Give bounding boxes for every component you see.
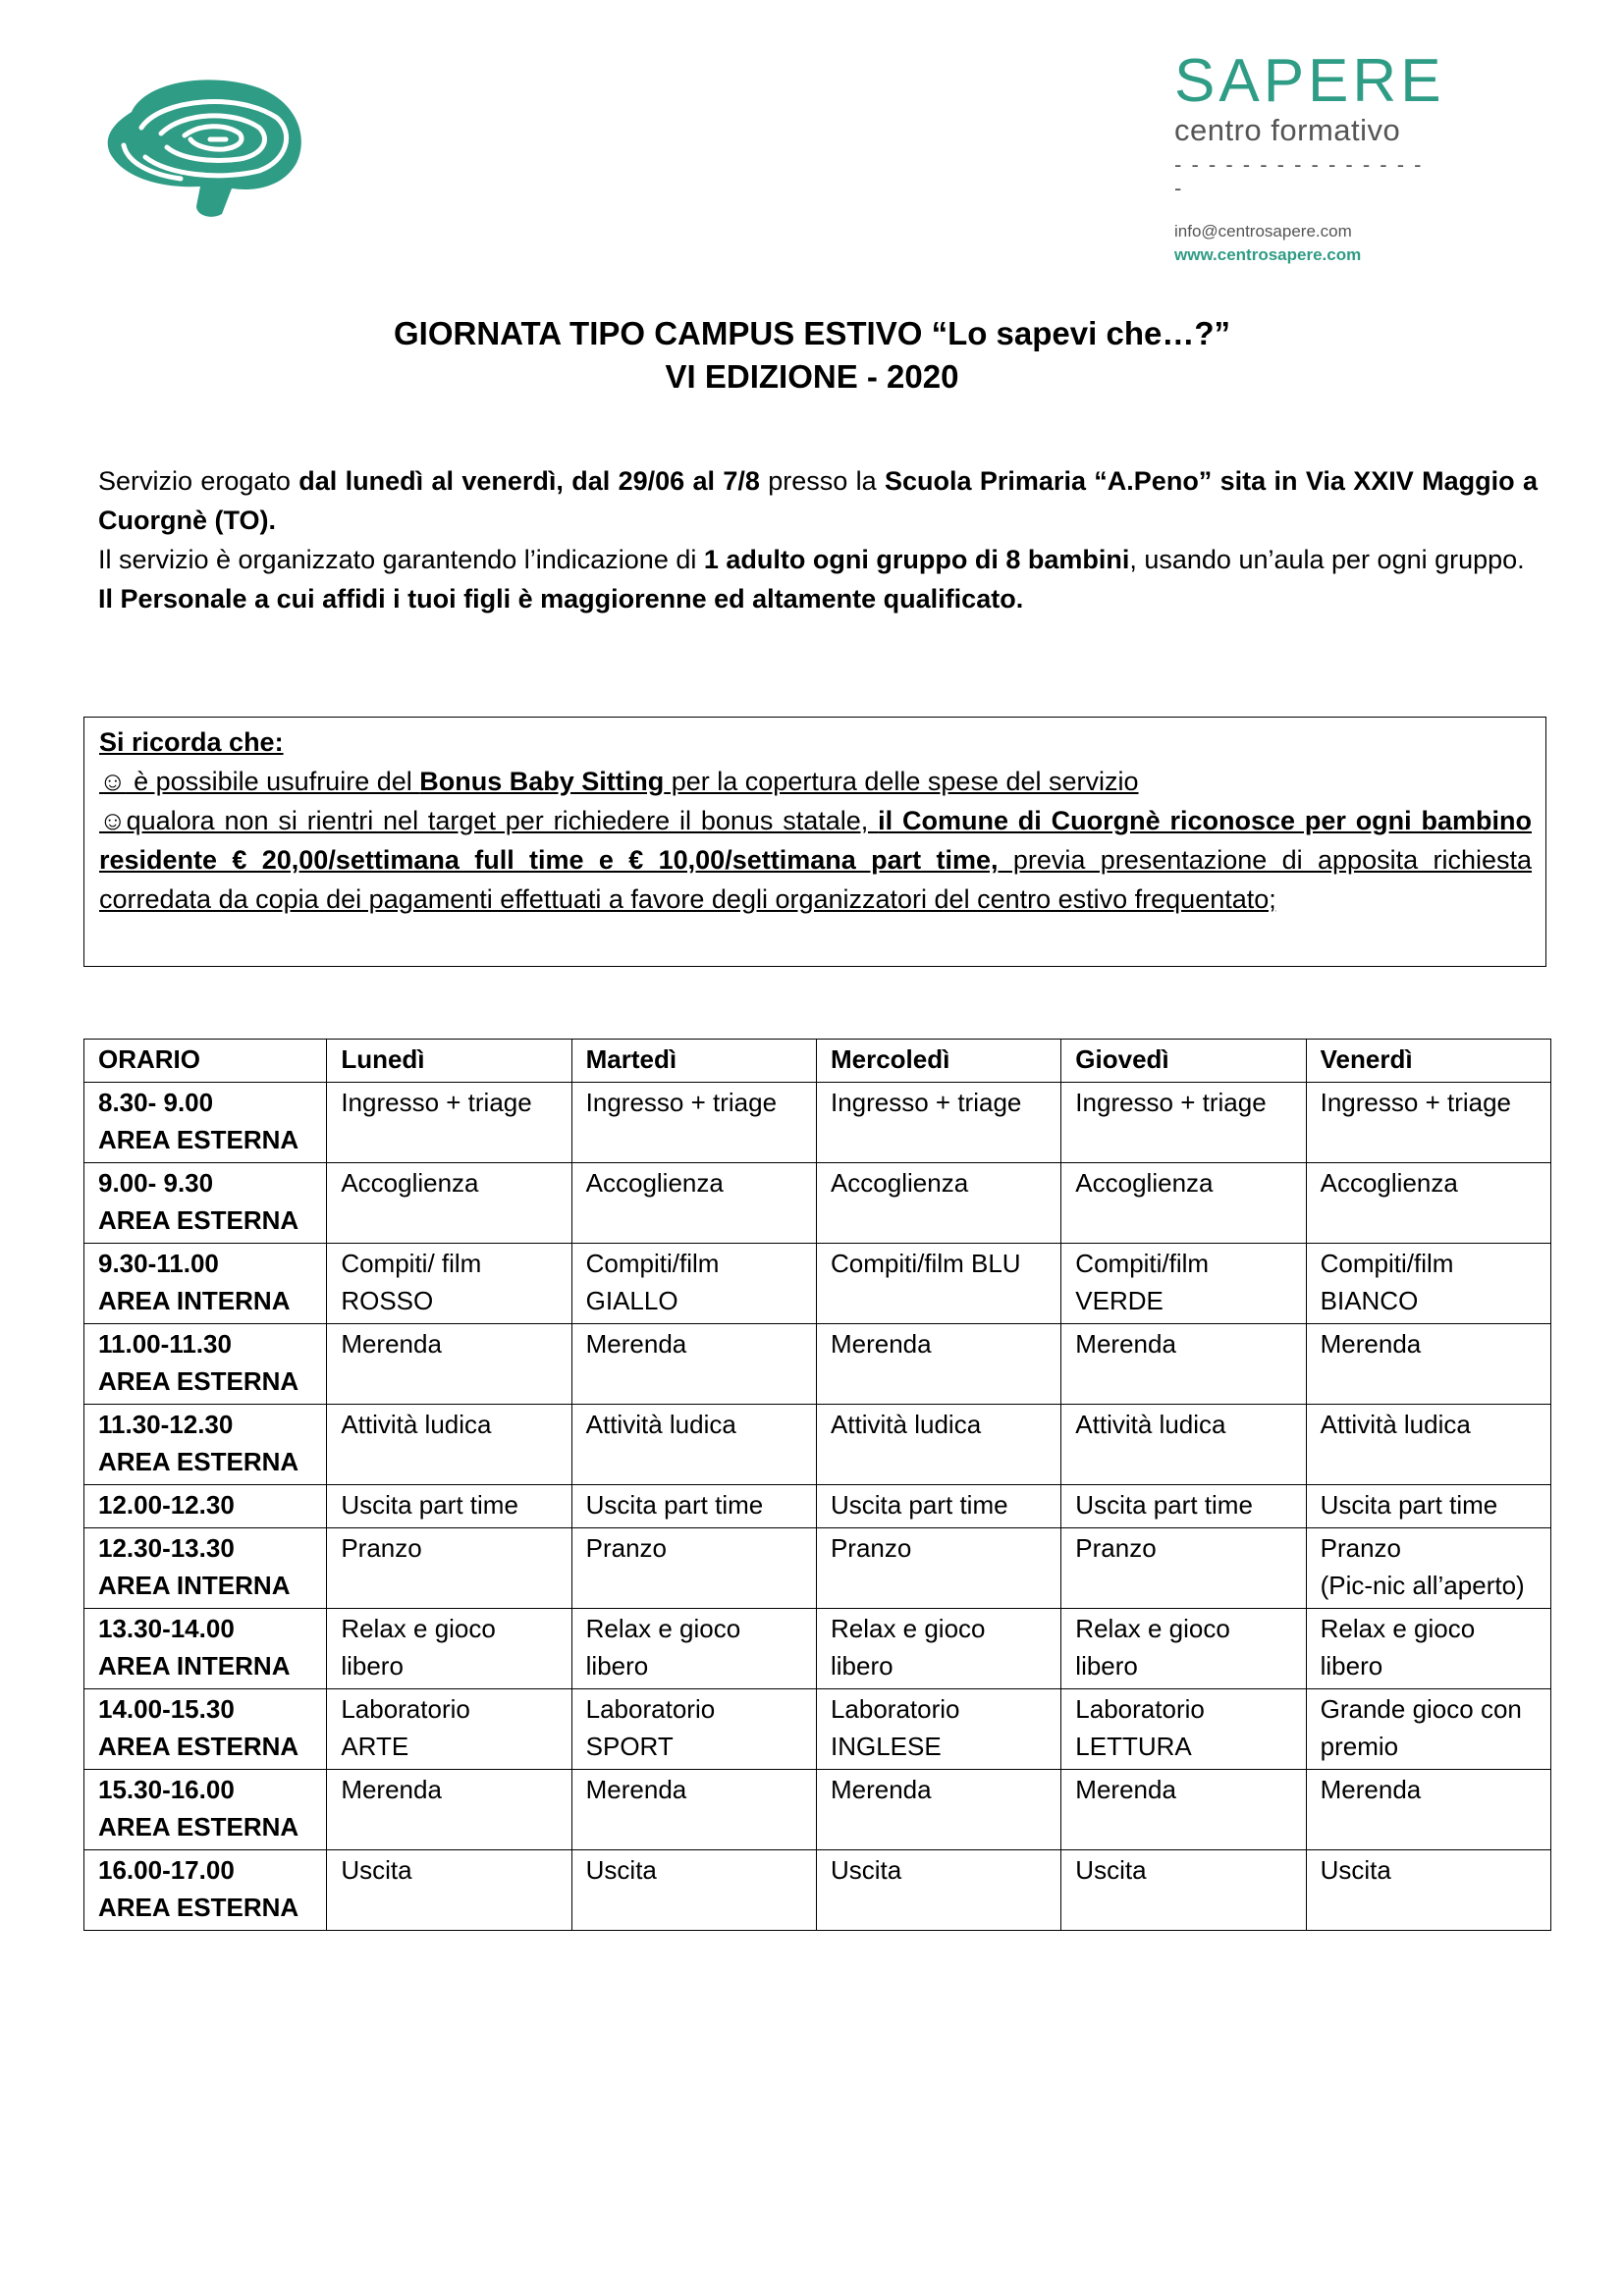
area-label: AREA ESTERNA	[98, 1366, 299, 1396]
header-cell-time: ORARIO	[84, 1040, 327, 1083]
activity-cell	[1306, 1244, 1550, 1324]
reminder-text: previa presentazione di apposita richiesta corredata da copia dei pagamenti effettuati a favore degli organizzatori del centro estivo frequentato;	[99, 845, 1532, 914]
time-cell	[84, 1528, 327, 1609]
activity-line: Relax e gioco	[341, 1614, 496, 1643]
activity-cell	[1061, 1083, 1306, 1163]
page-title	[0, 312, 1624, 399]
table-row	[84, 1689, 1551, 1770]
activity-line: Accoglienza	[585, 1168, 724, 1198]
time-range: 11.00-11.30	[98, 1329, 232, 1359]
activity-line: Merenda	[585, 1329, 687, 1359]
activity-cell	[1306, 1163, 1550, 1244]
activity-cell	[327, 1324, 571, 1405]
area-label: AREA ESTERNA	[98, 1732, 299, 1761]
activity-cell	[571, 1689, 816, 1770]
activity-cell	[327, 1689, 571, 1770]
reminder-box	[83, 717, 1546, 967]
activity-line: Attività ludica	[585, 1410, 736, 1439]
activity-line: Laboratorio	[1075, 1694, 1205, 1724]
table-row	[84, 1528, 1551, 1609]
brand-name: SAPERE	[1174, 47, 1445, 115]
activity-line: Uscita	[341, 1855, 412, 1885]
activity-line: Accoglienza	[341, 1168, 479, 1198]
activity-cell	[816, 1324, 1060, 1405]
activity-line: Uscita part time	[830, 1490, 1008, 1520]
activity-cell	[1061, 1770, 1306, 1850]
activity-line: Laboratorio	[585, 1694, 716, 1724]
activity-cell	[1061, 1324, 1306, 1405]
reminder-contribution: il Comune di Cuorgnè riconosce per ogni bambino residente € 20,00/settimana full time e € 10,00/settimana part time,	[99, 806, 1532, 875]
time-range: 15.30-16.00	[98, 1775, 235, 1804]
time-range: 12.30-13.30	[98, 1533, 235, 1563]
area-label: AREA INTERNA	[98, 1651, 291, 1681]
activity-cell	[816, 1485, 1060, 1528]
activity-line: Merenda	[341, 1775, 442, 1804]
activity-line: Uscita	[830, 1855, 902, 1885]
activity-line: Compiti/film BLU	[830, 1249, 1021, 1278]
activity-line: Uscita part time	[585, 1490, 764, 1520]
table-row	[84, 1405, 1551, 1485]
activity-line: Ingresso + triage	[341, 1088, 532, 1117]
intro-service-paragraph	[98, 461, 1538, 540]
activity-cell	[1306, 1528, 1550, 1609]
activity-line: INGLESE	[830, 1732, 942, 1761]
activity-line: Merenda	[1320, 1329, 1422, 1359]
activity-cell	[571, 1485, 816, 1528]
activity-cell	[816, 1609, 1060, 1689]
activity-line: libero	[585, 1651, 649, 1681]
activity-line: libero	[830, 1651, 893, 1681]
activity-line: Attività ludica	[1075, 1410, 1226, 1439]
activity-cell	[327, 1405, 571, 1485]
activity-cell	[571, 1244, 816, 1324]
activity-cell	[571, 1528, 816, 1609]
area-label: AREA ESTERNA	[98, 1447, 299, 1476]
header-cell-friday: Venerdì	[1306, 1040, 1550, 1083]
activity-cell	[327, 1528, 571, 1609]
activity-cell	[1061, 1528, 1306, 1609]
activity-cell	[327, 1609, 571, 1689]
header-cell-thursday: Giovedì	[1061, 1040, 1306, 1083]
activity-line: GIALLO	[585, 1286, 678, 1315]
activity-cell	[1061, 1405, 1306, 1485]
activity-cell	[816, 1528, 1060, 1609]
reminder-text: per la copertura delle spese del servizio	[664, 767, 1139, 796]
time-cell	[84, 1770, 327, 1850]
smiley-icon: ☺	[99, 806, 127, 835]
activity-cell	[1306, 1405, 1550, 1485]
activity-line: libero	[341, 1651, 404, 1681]
time-range: 8.30- 9.00	[98, 1088, 214, 1117]
activity-line: Merenda	[1075, 1775, 1176, 1804]
activity-line: Merenda	[341, 1329, 442, 1359]
activity-cell	[571, 1405, 816, 1485]
brand-subtitle: centro formativo	[1174, 113, 1401, 147]
activity-cell	[327, 1850, 571, 1931]
activity-line: (Pic-nic all’aperto)	[1320, 1571, 1525, 1600]
activity-cell	[571, 1850, 816, 1931]
activity-line: Merenda	[830, 1775, 932, 1804]
activity-cell	[1306, 1609, 1550, 1689]
activity-line: Merenda	[1320, 1775, 1422, 1804]
reminder-text: qualora non si rientri nel target per richiedere il bonus statale,	[126, 806, 879, 835]
activity-line: Uscita	[1075, 1855, 1147, 1885]
intro-text: presso la	[759, 466, 886, 496]
area-label: AREA INTERNA	[98, 1286, 291, 1315]
activity-cell	[1061, 1163, 1306, 1244]
activity-line: VERDE	[1075, 1286, 1164, 1315]
time-range: 12.00-12.30	[98, 1490, 235, 1520]
activity-line: Accoglienza	[1320, 1168, 1458, 1198]
smiley-icon: ☺	[99, 767, 127, 796]
activity-line: Pranzo	[585, 1533, 668, 1563]
time-cell	[84, 1850, 327, 1931]
time-range: 9.30-11.00	[98, 1249, 219, 1278]
activity-cell	[1306, 1083, 1550, 1163]
activity-line: Pranzo	[341, 1533, 422, 1563]
table-body	[84, 1083, 1551, 1931]
table-row	[84, 1609, 1551, 1689]
activity-cell	[816, 1083, 1060, 1163]
reminder-bonus: Bonus Baby Sitting	[419, 767, 665, 796]
activity-line: libero	[1320, 1651, 1383, 1681]
activity-line: Compiti/film	[585, 1249, 720, 1278]
activity-line: libero	[1075, 1651, 1138, 1681]
time-cell	[84, 1609, 327, 1689]
area-label: AREA ESTERNA	[98, 1205, 299, 1235]
brand-divider: - - - - - - - - - - - - - - - -	[1174, 152, 1424, 200]
activity-cell	[816, 1405, 1060, 1485]
time-cell	[84, 1405, 327, 1485]
time-cell	[84, 1083, 327, 1163]
intro-text: Il servizio è organizzato garantendo l’indicazione di	[98, 545, 704, 574]
reminder-heading	[99, 722, 1532, 762]
reminder-item-2	[99, 801, 1532, 919]
activity-cell	[1061, 1244, 1306, 1324]
activity-line: Merenda	[830, 1329, 932, 1359]
activity-line: Compiti/film	[1320, 1249, 1454, 1278]
table-row	[84, 1770, 1551, 1850]
activity-cell	[571, 1324, 816, 1405]
brand-block	[1174, 47, 1445, 265]
activity-cell	[816, 1850, 1060, 1931]
activity-cell	[327, 1163, 571, 1244]
area-label: AREA ESTERNA	[98, 1125, 299, 1154]
intro-staff-paragraph	[98, 579, 1538, 618]
activity-cell	[816, 1244, 1060, 1324]
area-label: AREA ESTERNA	[98, 1893, 299, 1922]
activity-cell	[327, 1083, 571, 1163]
title-line-1: GIORNATA TIPO CAMPUS ESTIVO “Lo sapevi che…?”	[394, 315, 1230, 351]
intro-staff: Il Personale a cui affidi i tuoi figli è maggiorenne ed altamente qualificato.	[98, 584, 1024, 614]
header-cell-wednesday: Mercoledì	[816, 1040, 1060, 1083]
activity-line: Relax e gioco	[1320, 1614, 1476, 1643]
time-range: 14.00-15.30	[98, 1694, 235, 1724]
area-label: AREA ESTERNA	[98, 1812, 299, 1842]
activity-line: SPORT	[585, 1732, 674, 1761]
activity-line: Ingresso + triage	[585, 1088, 778, 1117]
activity-cell	[327, 1244, 571, 1324]
table-row	[84, 1324, 1551, 1405]
contact-website[interactable]: www.centrosapere.com	[1174, 245, 1362, 264]
intro-dates: dal lunedì al venerdì, dal 29/06 al 7/8	[298, 466, 760, 496]
activity-line: Ingresso + triage	[1320, 1088, 1512, 1117]
activity-cell	[327, 1485, 571, 1528]
activity-line: LETTURA	[1075, 1732, 1192, 1761]
schedule-table	[83, 1039, 1551, 1931]
intro-text: , usando un’aula per ogni gruppo.	[1129, 545, 1525, 574]
activity-cell	[1061, 1609, 1306, 1689]
activity-cell	[1061, 1850, 1306, 1931]
reminder-text: è possibile usufruire del	[126, 767, 420, 796]
activity-line: Ingresso + triage	[1075, 1088, 1267, 1117]
activity-line: Laboratorio	[341, 1694, 470, 1724]
activity-line: Relax e gioco	[1075, 1614, 1230, 1643]
activity-cell	[816, 1163, 1060, 1244]
activity-line: Merenda	[1075, 1329, 1176, 1359]
activity-line: Accoglienza	[1075, 1168, 1214, 1198]
activity-line: Relax e gioco	[585, 1614, 741, 1643]
intro-section	[98, 461, 1538, 618]
table-header-row	[84, 1040, 1551, 1083]
area-label: AREA INTERNA	[98, 1571, 291, 1600]
brain-icon	[102, 73, 308, 220]
activity-line: Grande gioco con	[1320, 1694, 1522, 1724]
activity-cell	[1061, 1485, 1306, 1528]
activity-line: Pranzo	[1320, 1533, 1402, 1563]
activity-line: Pranzo	[1075, 1533, 1157, 1563]
reminder-heading-text: Si ricorda che:	[99, 727, 284, 757]
reminder-item-1	[99, 762, 1532, 801]
activity-cell	[1306, 1850, 1550, 1931]
activity-line: Attività ludica	[341, 1410, 492, 1439]
activity-line: Compiti/film	[1075, 1249, 1210, 1278]
activity-cell	[816, 1689, 1060, 1770]
activity-cell	[571, 1770, 816, 1850]
time-range: 9.00- 9.30	[98, 1168, 214, 1198]
activity-line: Uscita part time	[1075, 1490, 1253, 1520]
activity-line: Accoglienza	[830, 1168, 969, 1198]
header-cell-monday: Lunedì	[327, 1040, 571, 1083]
intro-text: Servizio erogato	[98, 466, 299, 496]
activity-cell	[1306, 1770, 1550, 1850]
activity-line: Uscita	[1320, 1855, 1391, 1885]
activity-line: premio	[1320, 1732, 1399, 1761]
activity-cell	[1061, 1689, 1306, 1770]
table-row	[84, 1850, 1551, 1931]
time-range: 16.00-17.00	[98, 1855, 235, 1885]
time-cell	[84, 1689, 327, 1770]
activity-line: Uscita part time	[341, 1490, 518, 1520]
activity-line: Laboratorio	[830, 1694, 960, 1724]
time-cell	[84, 1324, 327, 1405]
table-row	[84, 1244, 1551, 1324]
intro-location: Scuola Primaria “A.Peno” sita in Via XXIV Maggio a Cuorgnè (TO).	[98, 466, 1538, 535]
activity-cell	[816, 1770, 1060, 1850]
header-cell-tuesday: Martedì	[571, 1040, 816, 1083]
contact-email[interactable]: info@centrosapere.com	[1174, 222, 1352, 240]
activity-line: Attività ludica	[1320, 1410, 1471, 1439]
activity-line: Uscita part time	[1320, 1490, 1498, 1520]
activity-line: Compiti/ film	[341, 1249, 482, 1278]
activity-line: ROSSO	[341, 1286, 434, 1315]
activity-line: Merenda	[585, 1775, 687, 1804]
time-range: 11.30-12.30	[98, 1410, 234, 1439]
activity-cell	[571, 1083, 816, 1163]
activity-cell	[1306, 1324, 1550, 1405]
time-cell	[84, 1163, 327, 1244]
activity-cell	[1306, 1485, 1550, 1528]
activity-line: Attività ludica	[830, 1410, 982, 1439]
table-row	[84, 1485, 1551, 1528]
activity-line: BIANCO	[1320, 1286, 1419, 1315]
activity-cell	[327, 1770, 571, 1850]
time-cell	[84, 1485, 327, 1528]
intro-ratio: 1 adulto ogni gruppo di 8 bambini	[703, 545, 1130, 574]
title-line-2: VI EDIZIONE - 2020	[665, 358, 959, 395]
time-cell	[84, 1244, 327, 1324]
activity-cell	[571, 1163, 816, 1244]
activity-line: Uscita	[585, 1855, 657, 1885]
activity-cell	[571, 1609, 816, 1689]
activity-line: ARTE	[341, 1732, 409, 1761]
activity-line: Ingresso + triage	[830, 1088, 1022, 1117]
activity-line: Relax e gioco	[830, 1614, 986, 1643]
activity-cell	[1306, 1689, 1550, 1770]
intro-organization-paragraph	[98, 540, 1538, 579]
activity-line: Pranzo	[830, 1533, 912, 1563]
table-row	[84, 1083, 1551, 1163]
time-range: 13.30-14.00	[98, 1614, 235, 1643]
table-row	[84, 1163, 1551, 1244]
